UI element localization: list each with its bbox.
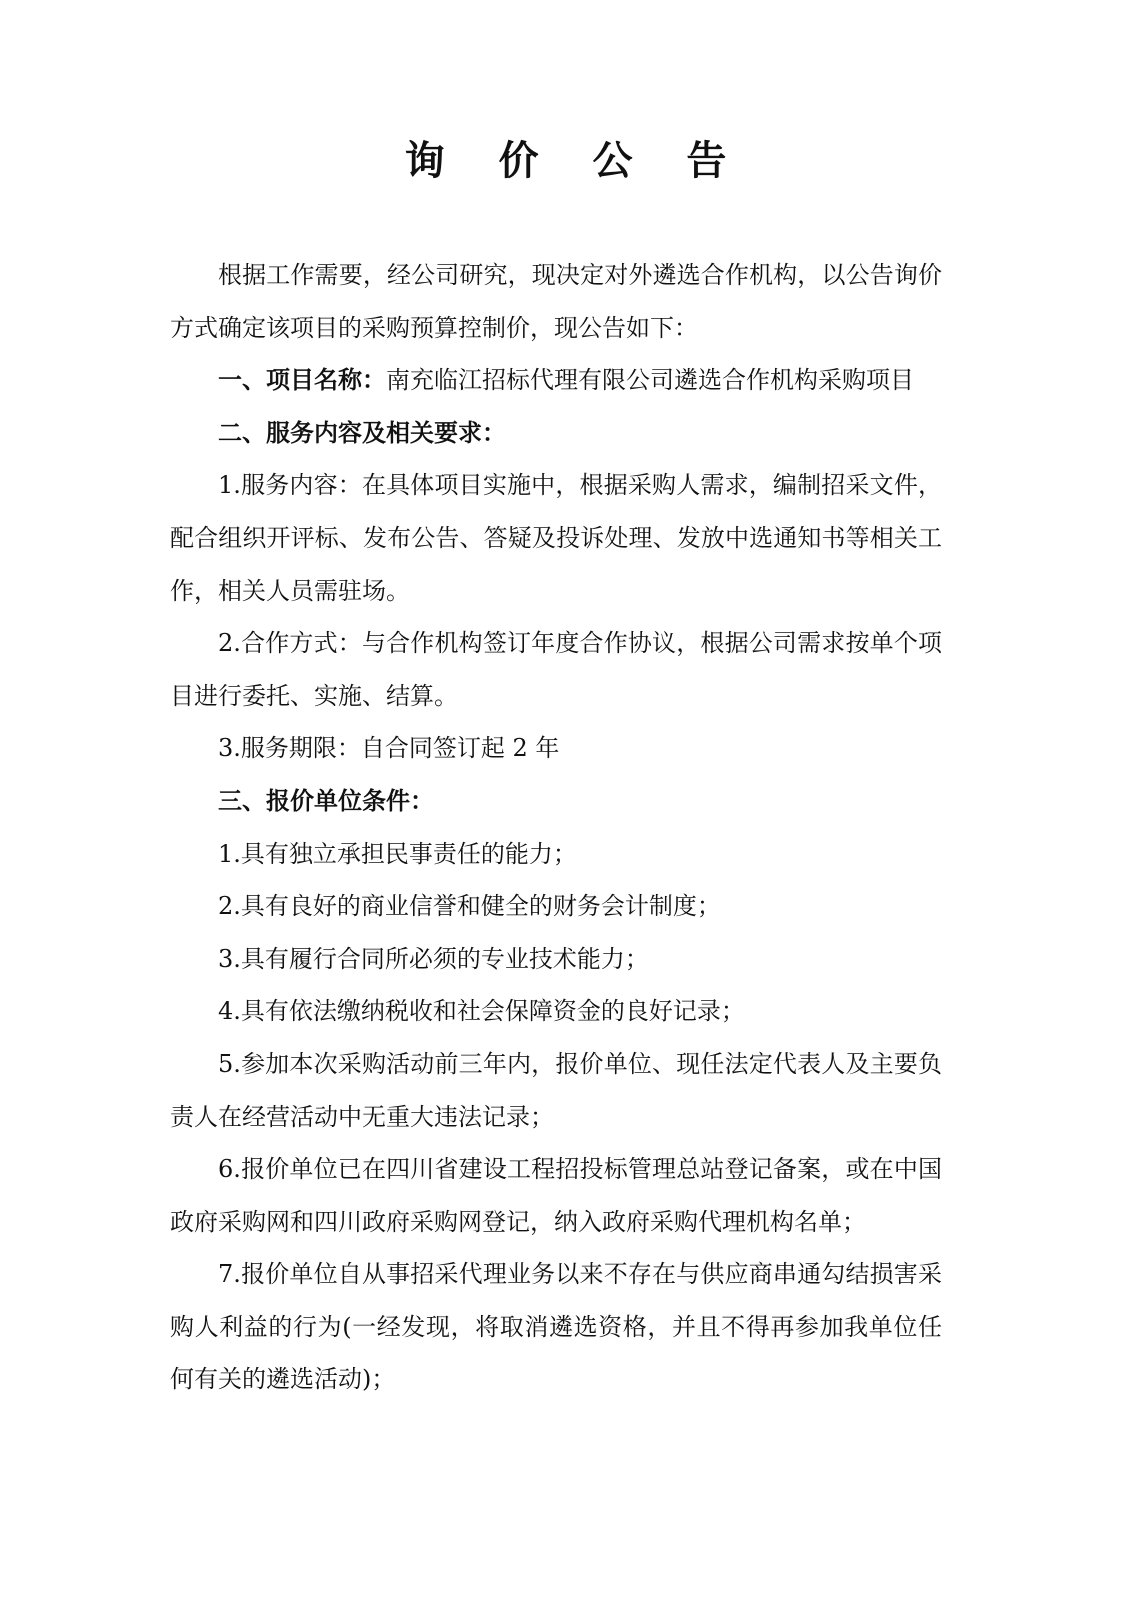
condition-item: 6.报价单位已在四川省建设工程招投标管理总站登记备案，或在中国政府采购网和四川政府采购网登记，纳入政府采购代理机构名单；: [170, 1155, 942, 1236]
condition-item: 7.报价单位自从事招采代理业务以来不存在与供应商串通勾结损害采购人利益的行为(一经发现，将取消遴选资格，并且不得再参加我单位任何有关的遴选活动)；: [170, 1260, 942, 1394]
condition-item: 5.参加本次采购活动前三年内，报价单位、现任法定代表人及主要负责人在经营活动中无重大违法记录；: [170, 1049, 942, 1131]
condition-item: 1.具有独立承担民事责任的能力；: [218, 839, 577, 868]
service-item: 3.服务期限：自合同签订起 2 年: [218, 734, 560, 763]
project-name-text: 南充临江招标代理有限公司遴选合作机构采购项目: [386, 366, 914, 395]
service-item: 1.服务内容：在具体项目实施中，根据采购人需求，编制招采文件，配合组织开评标、发布公告、答疑及投诉处理、发放中选通知书等相关工作，相关人员需驻场。: [170, 471, 942, 605]
document-body: [170, 249, 942, 1406]
condition-item: 3.具有履行合同所必须的专业技术能力；: [218, 944, 649, 973]
document-title: 询 价 公 告: [404, 138, 747, 184]
service-item: 2.合作方式：与合作机构签订年度合作协议，根据公司需求按单个项目进行委托、实施、结算。: [170, 629, 942, 710]
section-heading: 一、项目名称：: [218, 366, 386, 395]
section-heading: 三、报价单位条件：: [218, 786, 434, 815]
section-heading: 二、服务内容及相关要求：: [218, 418, 506, 447]
condition-item: 4.具有依法缴纳税收和社会保障资金的良好记录；: [218, 997, 745, 1026]
condition-item: 2.具有良好的商业信誉和健全的财务会计制度；: [218, 892, 721, 921]
section-project-name: [170, 354, 942, 407]
intro-paragraph: 根据工作需要，经公司研究，现决定对外遴选合作机构，以公告询价方式确定该项目的采购预算控制价，现公告如下：: [170, 261, 942, 342]
